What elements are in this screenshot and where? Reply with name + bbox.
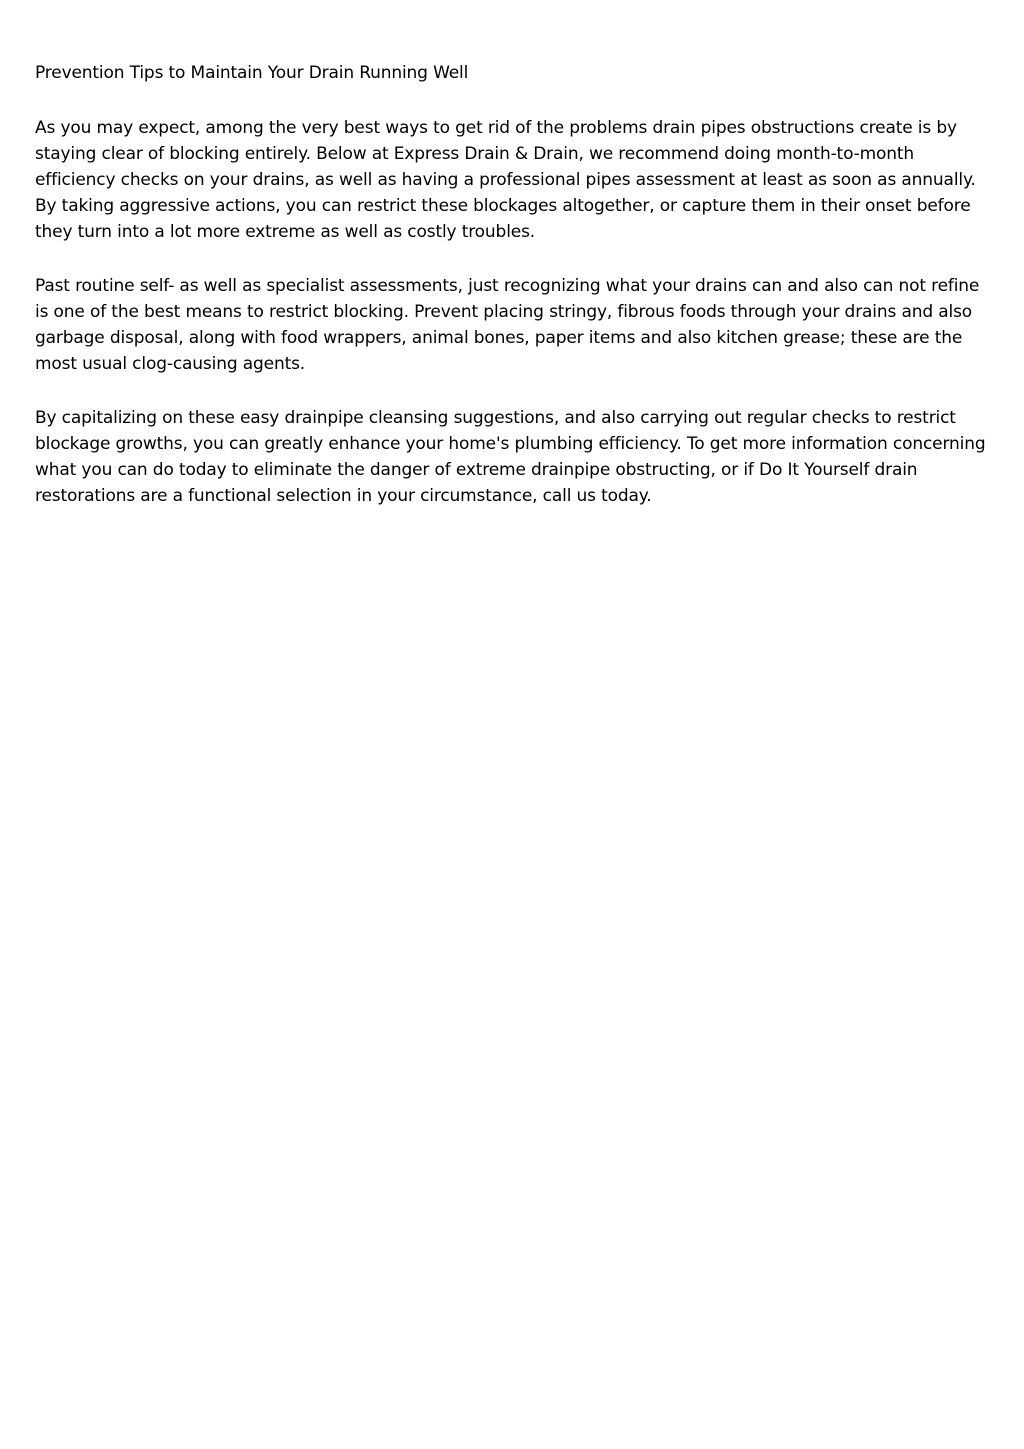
document-page	[35, 60, 995, 537]
paragraph-what-not-to-drain: Past routine self- as well as specialist assessments, just recognizing what your drains can and also can not refine is one of the best means to restrict blocking. Prevent placing stringy, fibrous foods through your drains and also garbage disposal, along with food wrappers, animal bones, paper items and also kitchen grease; these are the most usual clog-causing agents.	[35, 276, 980, 374]
page-title: Prevention Tips to Maintain Your Drain Running Well	[35, 63, 469, 83]
paragraph-call-to-action: By capitalizing on these easy drainpipe cleansing suggestions, and also carrying out regular checks to restrict blockage growths, you can greatly enhance your home's plumbing efficiency. To get more information concerning what you can do today to eliminate the danger of extreme drainpipe obstructing, or if Do It Yourself drain restorations are a functional selection in your circumstance, call us today.	[35, 408, 986, 506]
paragraph-prevention-intro: As you may expect, among the very best ways to get rid of the problems drain pipes obstructions create is by staying clear of blocking entirely. Below at Express Drain & Drain, we recommend doing month-to-month efficiency checks on your drains, as well as having a professional pipes assessment at least as soon as annually. By taking aggressive actions, you can restrict these blockages altogether, or capture them in their onset before they turn into a lot more extreme as well as costly troubles.	[35, 118, 976, 242]
